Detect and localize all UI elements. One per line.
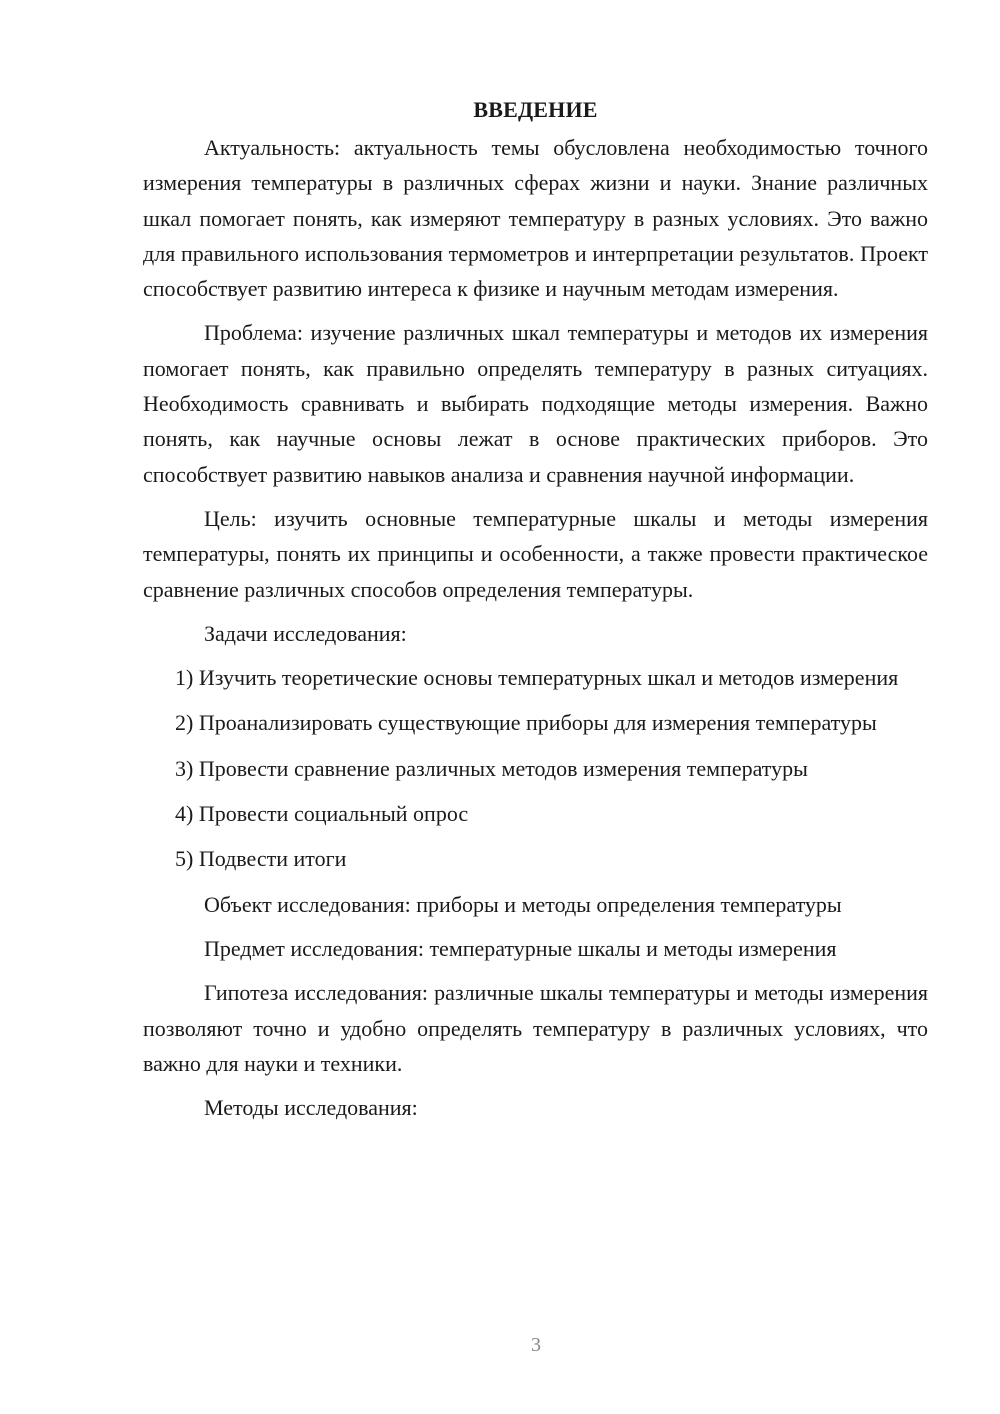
task-item: 3) Провести сравнение различных методов измерения температуры — [175, 755, 808, 781]
task-item: 2) Проанализировать существующие приборы для измерения температуры — [175, 710, 877, 736]
task-item: 5) Подвести итоги — [175, 846, 347, 872]
goal-paragraph: Цель: изучить основные температурные шкалы и методы измерения температуры, понять их принципы и особенности, а также провести практическое сравнение различных способов определения температуры. — [143, 505, 928, 602]
methods-heading: Методы исследования: — [204, 1095, 418, 1121]
section-title: ВВЕДЕНИЕ — [473, 97, 598, 122]
task-item: 4) Провести социальный опрос — [175, 801, 469, 827]
document-page — [143, 92, 928, 1134]
object-paragraph: Объект исследования: приборы и методы определения температуры — [204, 891, 842, 917]
relevance-paragraph: Актуальность: актуальность темы обусловлена необходимостью точного измерения температуры в различных сферах жизни и науки. Знание различных шкал помогает понять, как измеряют температуру в разных условиях. Это важно для правильного использования термометров и интерпретации результатов. Проект способствует развитию интереса к физике и научным методам измерения. — [143, 135, 928, 302]
tasks-heading: Задачи исследования: — [204, 620, 407, 646]
problem-paragraph: Проблема: изучение различных шкал температуры и методов их измерения помогает понять, как правильно определять температуру в разных ситуациях. Необходимость сравнивать и выбирать подходящие методы измерения. Важно понять, как научные основы лежат в основе практических приборов. Это способствует развитию навыков анализа и сравнения научной информации. — [143, 320, 928, 487]
subject-paragraph: Предмет исследования: температурные шкалы и методы измерения — [204, 935, 837, 961]
page-number: 3 — [531, 1334, 541, 1356]
task-item: 1) Изучить теоретические основы температурных шкал и методов измерения — [175, 665, 899, 691]
hypothesis-paragraph: Гипотеза исследования: различные шкалы температуры и методы измерения позволяют точно и удобно определять температуру в различных условиях, что важно для науки и техники. — [143, 980, 928, 1076]
